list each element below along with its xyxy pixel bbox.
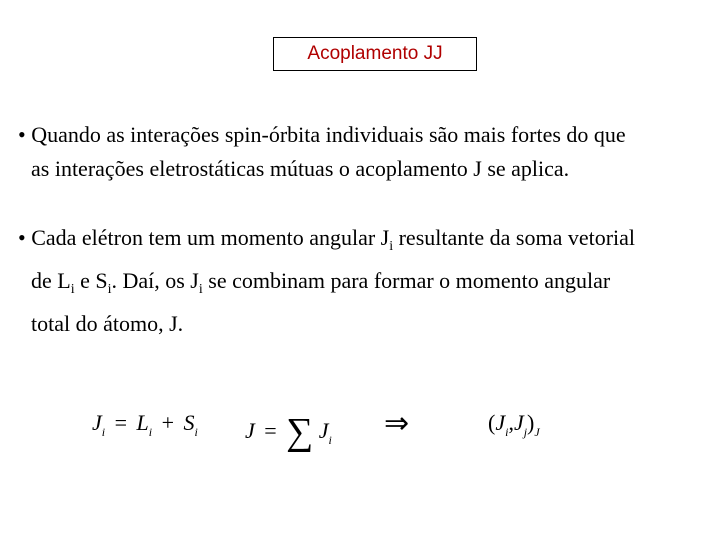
eq-symbol: J — [245, 418, 255, 443]
slide-title — [273, 37, 477, 71]
bullet-2-text: se combinam para formar o momento angular — [202, 268, 611, 293]
subscript: i — [389, 239, 394, 254]
equation-ji — [92, 410, 198, 450]
eq-operator: + — [161, 410, 175, 435]
bullet-2-text: e S — [74, 268, 108, 293]
eq-symbol: S — [183, 410, 195, 435]
slide-title-text: Acoplamento JJ — [307, 43, 443, 64]
implies-arrow: ⇒ — [384, 407, 410, 440]
eq-operator: = — [264, 418, 277, 443]
eq-subscript: i — [328, 433, 332, 447]
bullet-2-text: de L — [31, 268, 71, 293]
eq-operator: = — [114, 410, 128, 435]
eq-subscript: i — [148, 425, 153, 439]
subscript: i — [107, 282, 112, 297]
bullet-symbol: • — [18, 122, 26, 147]
bullet-2 — [18, 221, 708, 341]
subscript: i — [198, 282, 203, 297]
eq-subscript: i — [101, 425, 106, 439]
bullet-2-text: . Daí, os J — [111, 268, 199, 293]
bullet-2-text: resultante da soma vetorial — [393, 225, 636, 250]
bullet-1-line-2: as interações eletrostáticas mútuas o acoplamento J se aplica. — [31, 156, 570, 181]
equation-coupling — [488, 410, 540, 450]
eq-paren: ( — [488, 410, 496, 435]
subscript: i — [70, 282, 75, 297]
eq-symbol: L — [136, 410, 149, 435]
eq-subscript: i — [505, 425, 509, 439]
eq-symbol: J — [513, 410, 524, 435]
eq-symbol: J — [92, 410, 102, 435]
bullet-2-text: Cada elétron tem um momento angular J — [31, 225, 390, 250]
eq-symbol: J — [318, 418, 329, 443]
eq-paren: ) — [527, 410, 535, 435]
eq-subscript: J — [534, 425, 540, 439]
sum-symbol: ∑ — [286, 411, 314, 453]
bullet-1 — [18, 118, 708, 186]
eq-subscript: i — [194, 425, 198, 439]
eq-subscript: j — [523, 425, 528, 439]
bullet-2-line-3: total do átomo, J. — [31, 311, 184, 336]
eq-symbol: J — [495, 410, 506, 435]
eq-comma: , — [508, 410, 514, 435]
bullet-1-line-1: Quando as interações spin-órbita individuais são mais fortes do que — [31, 122, 626, 147]
equation-j-sum — [245, 410, 332, 453]
bullet-symbol: • — [18, 225, 26, 250]
